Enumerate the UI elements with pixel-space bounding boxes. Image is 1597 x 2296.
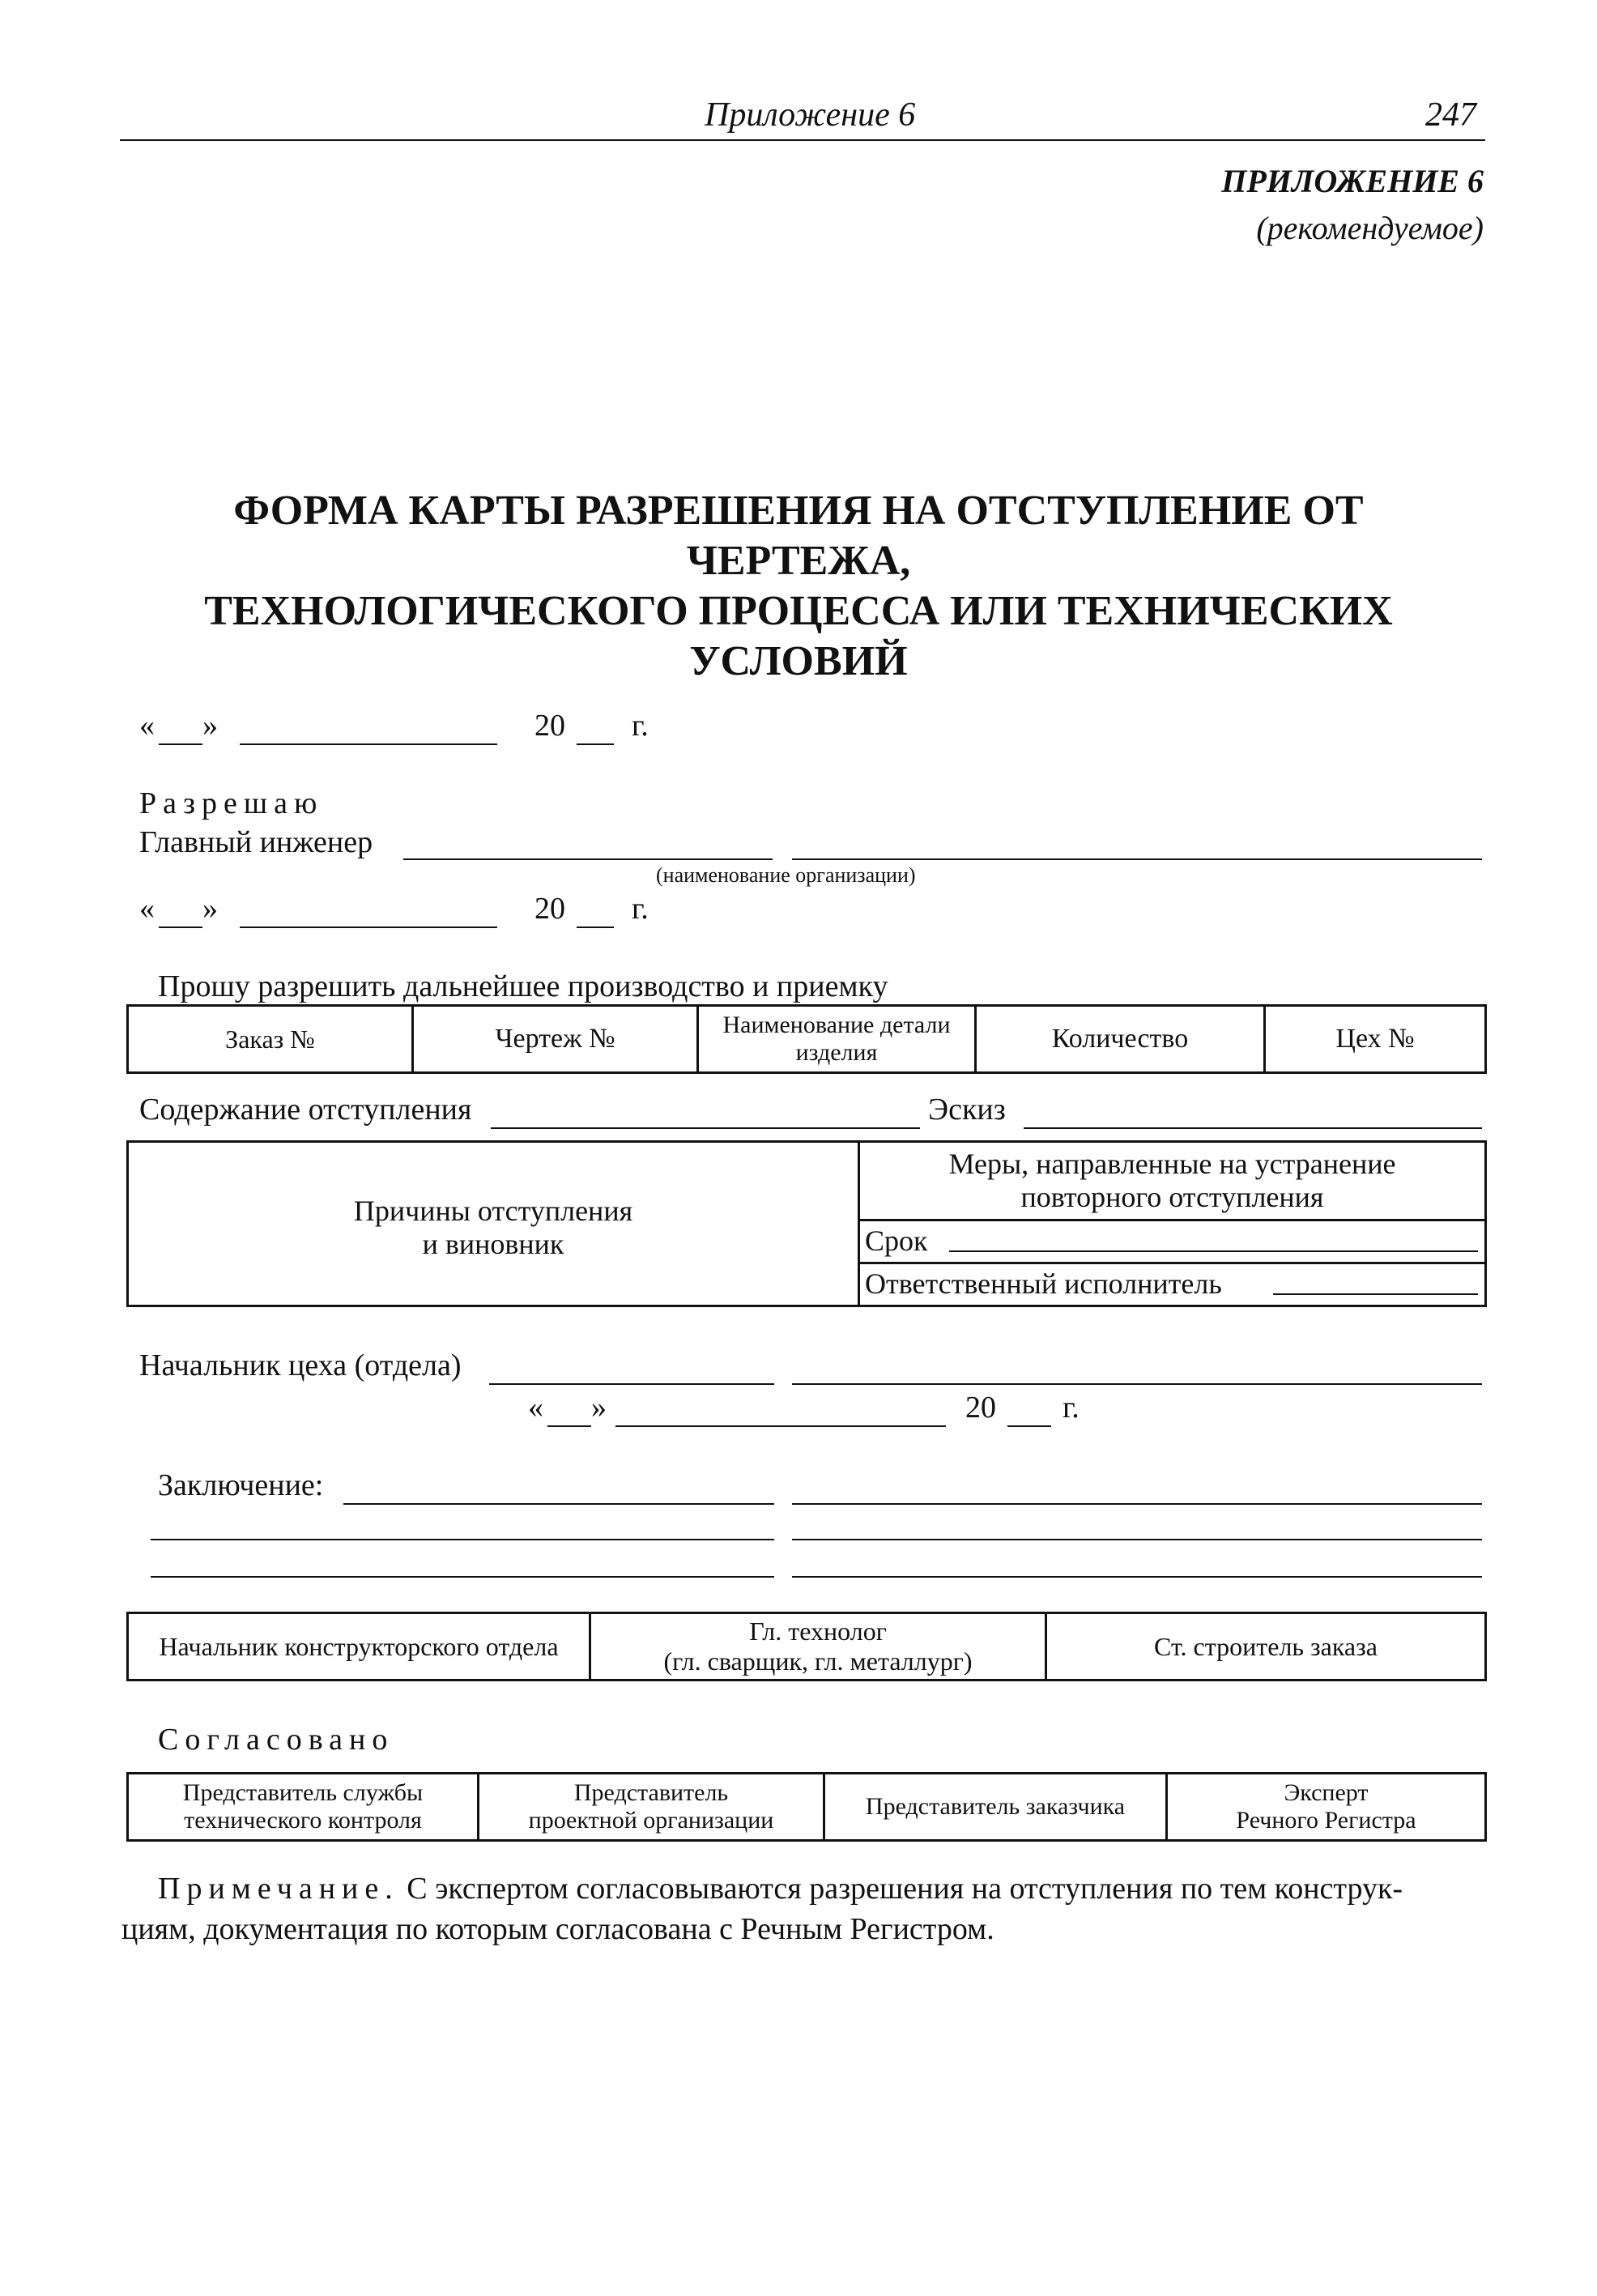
form-title-line-1: ФОРМА КАРТЫ РАЗРЕШЕНИЯ НА ОТСТУПЛЕНИЕ ОТ ЧЕРТЕЖА, bbox=[233, 488, 1364, 584]
date2-day-field[interactable] bbox=[159, 926, 202, 928]
measures-line-1: Меры, направленные на устранение bbox=[948, 1147, 1396, 1180]
date2-year-prefix: 20 bbox=[534, 892, 565, 926]
design-org-rep-line-1: Представитель bbox=[573, 1778, 729, 1806]
date-year-field[interactable] bbox=[577, 743, 614, 745]
conclusion-field-1b[interactable] bbox=[792, 1503, 1482, 1505]
responsible-cell bbox=[859, 1263, 1486, 1306]
deviation-content-field[interactable] bbox=[491, 1127, 920, 1129]
date2-open-quote: « bbox=[139, 892, 155, 926]
signatures-table bbox=[126, 1612, 1487, 1681]
design-org-rep-cell bbox=[479, 1774, 824, 1841]
organization-name-field[interactable] bbox=[792, 858, 1482, 860]
date3-month-field[interactable] bbox=[615, 1425, 946, 1427]
design-org-rep-line-2: проектной организации bbox=[528, 1807, 774, 1834]
date-close-quote: » bbox=[202, 709, 218, 743]
note-label: Примечание. bbox=[158, 1872, 399, 1906]
order-table bbox=[126, 1004, 1487, 1074]
deadline-label: Срок bbox=[865, 1225, 928, 1258]
sketch-field[interactable] bbox=[1024, 1127, 1482, 1129]
causes-measures-table bbox=[126, 1140, 1487, 1307]
date-year-prefix: 20 bbox=[534, 709, 565, 743]
chief-technologist-line-1: Гл. технолог bbox=[749, 1617, 887, 1646]
customer-rep-cell: Представитель заказчика bbox=[824, 1774, 1167, 1841]
date3-year-prefix: 20 bbox=[965, 1391, 996, 1425]
date3-open-quote: « bbox=[528, 1391, 543, 1425]
register-expert-cell bbox=[1167, 1774, 1486, 1841]
appendix-title: ПРИЛОЖЕНИЕ 6 bbox=[1221, 163, 1484, 199]
sketch-label: Эскиз bbox=[928, 1093, 1006, 1127]
deadline-field[interactable] bbox=[949, 1250, 1478, 1252]
header-rule bbox=[120, 139, 1485, 141]
date-month-field[interactable] bbox=[240, 743, 497, 745]
part-name-header: Наименование детали изделия bbox=[698, 1006, 976, 1073]
responsible-field[interactable] bbox=[1273, 1293, 1478, 1295]
date-day-field[interactable] bbox=[159, 743, 202, 745]
register-expert-line-2: Речного Регистра bbox=[1236, 1807, 1416, 1834]
date3-close-quote: » bbox=[591, 1391, 607, 1425]
register-expert-line-1: Эксперт bbox=[1284, 1778, 1369, 1806]
conclusion-field-2a[interactable] bbox=[151, 1539, 774, 1540]
conclusion-field-3b[interactable] bbox=[792, 1576, 1482, 1578]
shop-number-header: Цех № bbox=[1265, 1006, 1486, 1073]
conclusion-label: Заключение: bbox=[158, 1468, 324, 1502]
date-year-suffix: г. bbox=[632, 709, 649, 743]
chief-technologist-line-2: (гл. сварщик, гл. металлург) bbox=[663, 1646, 973, 1676]
permit-label: Разрешаю bbox=[139, 786, 324, 820]
date3-year-suffix: г. bbox=[1063, 1391, 1080, 1425]
deviation-content-label: Содержание отступления bbox=[139, 1093, 472, 1127]
causes-line-1: Причины отступления bbox=[353, 1194, 633, 1227]
conclusion-field-1a[interactable] bbox=[343, 1503, 774, 1505]
chief-engineer-signature-field[interactable] bbox=[403, 858, 773, 860]
measures-line-2: повторного отступления bbox=[1020, 1181, 1324, 1213]
date3-day-field[interactable] bbox=[547, 1425, 591, 1427]
date-open-quote: « bbox=[139, 709, 155, 743]
drawing-number-header: Чертеж № bbox=[413, 1006, 698, 1073]
chief-technologist-cell bbox=[590, 1613, 1046, 1680]
shop-head-label: Начальник цеха (отдела) bbox=[139, 1348, 462, 1382]
causes-cell bbox=[128, 1142, 859, 1306]
date3-year-field[interactable] bbox=[1007, 1425, 1051, 1427]
date2-month-field[interactable] bbox=[240, 926, 497, 928]
appendix-subtitle: (рекомендуемое) bbox=[1256, 210, 1484, 246]
agreed-table bbox=[126, 1772, 1487, 1842]
order-number-header: Заказ № bbox=[128, 1006, 413, 1073]
form-title bbox=[121, 486, 1476, 687]
responsible-label: Ответственный исполнитель bbox=[865, 1267, 1222, 1301]
conclusion-field-3a[interactable] bbox=[151, 1576, 774, 1578]
tech-control-rep-line-2: технического контроля bbox=[184, 1807, 422, 1834]
organization-hint: (наименование организации) bbox=[656, 863, 916, 887]
chief-engineer-label: Главный инженер bbox=[139, 825, 373, 859]
form-title-line-2: ТЕХНОЛОГИЧЕСКОГО ПРОЦЕССА ИЛИ ТЕХНИЧЕСКИХ УСЛОВИЙ bbox=[204, 588, 1393, 684]
note bbox=[158, 1871, 1403, 1906]
order-table-header-row bbox=[128, 1006, 1486, 1073]
senior-builder-cell: Ст. строитель заказа bbox=[1046, 1613, 1486, 1680]
measures-cell bbox=[859, 1142, 1486, 1220]
causes-line-2: и виновник bbox=[422, 1228, 564, 1260]
request-line: Прошу разрешить дальнейшее производство и приемку bbox=[158, 969, 888, 1003]
date2-year-suffix: г. bbox=[632, 892, 649, 926]
date2-close-quote: » bbox=[202, 892, 218, 926]
page-number: 247 bbox=[1425, 96, 1476, 134]
design-head-cell: Начальник конструкторского отдела bbox=[128, 1613, 590, 1680]
date2-year-field[interactable] bbox=[577, 926, 614, 928]
shop-head-name-field[interactable] bbox=[792, 1383, 1482, 1385]
running-title: Приложение 6 bbox=[705, 96, 916, 134]
note-text-line-1: С экспертом согласовываются разрешения на отступления по тем конструк- bbox=[407, 1872, 1403, 1906]
note-text-line-2: циям, документация по которым согласована с Речным Регистром. bbox=[121, 1912, 994, 1946]
quantity-header: Количество bbox=[976, 1006, 1265, 1073]
deadline-cell bbox=[859, 1220, 1486, 1263]
tech-control-rep-cell bbox=[128, 1774, 479, 1841]
conclusion-field-2b[interactable] bbox=[792, 1539, 1482, 1540]
agreed-label: Согласовано bbox=[158, 1723, 394, 1757]
tech-control-rep-line-1: Представитель службы bbox=[182, 1778, 424, 1806]
shop-head-signature-field[interactable] bbox=[489, 1383, 774, 1385]
